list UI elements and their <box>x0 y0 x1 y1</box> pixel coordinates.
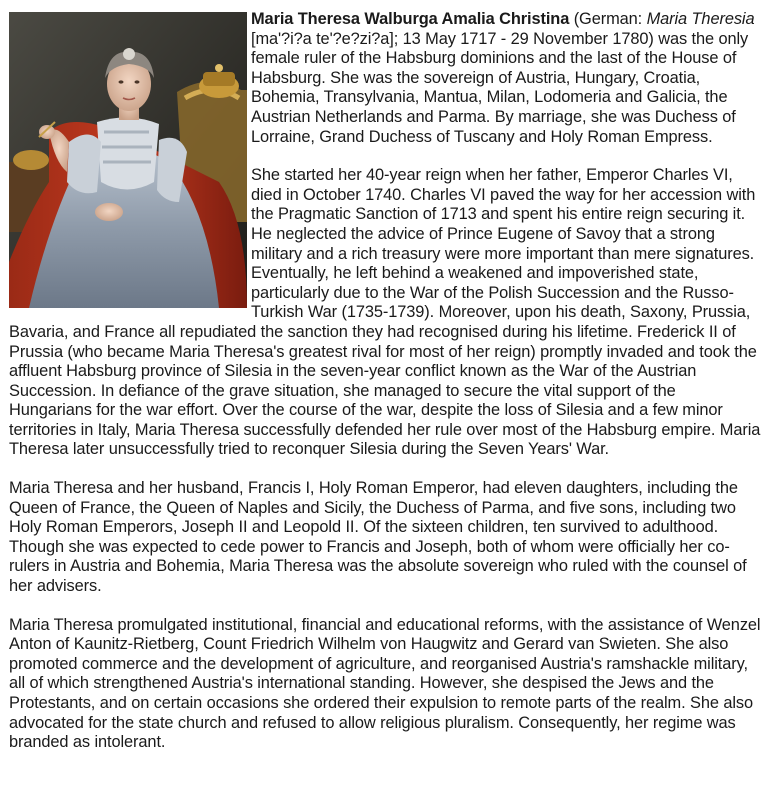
reign-paragraph: She started her 40-year reign when her father, Emperor Charles VI, died in October 1740. Charles VI paved the way for her accession with the Pragmatic Sanction of 1713 and spent his entire reign securing it. He neglected the advice of Prince Eugene of Savoy that a strong military and a rich treasury were more important than mere signatures. Eventually, he left behind a weakened and impoverished state, particularly due to the War of the Polish Succession and the Russo-Turkish War (1735-1739). Moreover, upon his death, Saxony, Prussia, Bavaria, and France all repudiated the sanction they had recognised during his lifetime. Frederick II of Prussia (who became Maria Theresa's greatest rival for most of her reign) promptly invaded and took the affluent Habsburg province of Silesia in the seven-year conflict known as the War of the Austrian Succession. In defiance of the grave situation, she managed to secure the vital support of the Hungarians for the war effort. Over the course of the war, despite the loss of Silesia and a few minor territories in Italy, Maria Theresa successfully defended her rule over most of the Habsburg empire. Maria Theresa later unsuccessfully tried to reconquer Silesia during the Seven Years' War. <box>9 166 761 459</box>
portrait-painting <box>9 12 247 308</box>
article <box>9 10 761 772</box>
subject-name: Maria Theresa Walburga Amalia Christina <box>251 10 570 28</box>
reforms-paragraph: Maria Theresa promulgated institutional, financial and educational reforms, with the assistance of Wenzel Anton of Kaunitz-Rietberg, Count Friedrich Wilhelm von Haugwitz and Gerard van Swieten. She also promoted commerce and the development of agriculture, and reorganised Austria's ramshackle military, all of which strengthened Austria's international standing. However, she despised the Jews and the Protestants, and on certain occasions she ordered their expulsion to remote parts of the realm. She also advocated for the state church and refused to allow religious pluralism. Consequently, her regime was branded as intolerant. <box>9 615 761 752</box>
portrait-image <box>9 12 247 308</box>
german-prefix: (German: <box>569 10 647 28</box>
family-paragraph: Maria Theresa and her husband, Francis I, Holy Roman Emperor, had eleven daughters, including the Queen of France, the Queen of Naples and Sicily, the Duchess of Parma, and five sons, including two Holy Roman Emperors, Joseph II and Leopold II. Of the sixteen children, ten survived to adulthood. Though she was expected to cede power to Francis and Joseph, both of whom were officially her co-rulers in Austria and Bohemia, Maria Theresa was the absolute sovereign who ruled with the counsel of her advisers. <box>9 479 747 596</box>
intro-body: [ma'?i?a te'?e?zi?a]; 13 May 1717 - 29 November 1780) was the only female ruler of the Habsburg dominions and the last of the House of Habsburg. She was the sovereign of Austria, Hungary, Croatia, Bohemia, Transylvania, Mantua, Milan, Lodomeria and Galicia, the Austrian Netherlands and Parma. By marriage, she was Duchess of Lorraine, Grand Duchess of Tuscany and Holy Roman Empress. <box>251 29 749 146</box>
german-name: Maria Theresia <box>646 10 755 28</box>
